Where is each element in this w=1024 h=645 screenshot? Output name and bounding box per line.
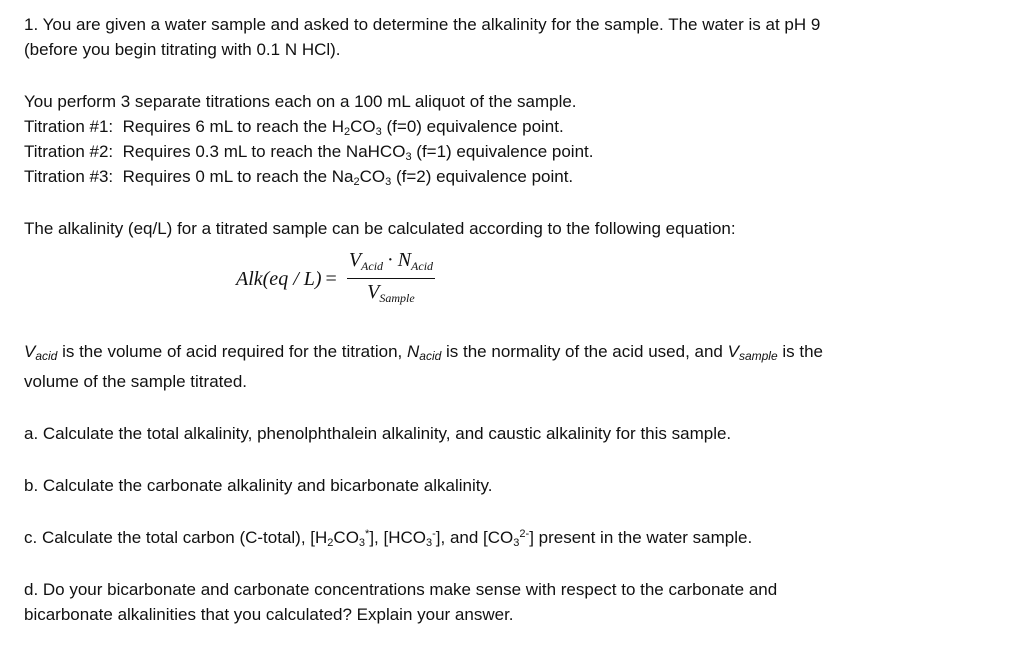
equation-denominator [367, 279, 415, 309]
part-b: b. Calculate the carbonate alkalinity and bicarbonate alkalinity. [24, 476, 493, 495]
subscript: 2 [353, 176, 360, 188]
acid-subscript: Acid [361, 259, 384, 273]
subscript: 3 [358, 537, 366, 549]
formula-part: CO [333, 528, 359, 547]
n-symbol: N [397, 249, 412, 271]
equals-sign: = [325, 267, 337, 290]
subscript: 3 [375, 126, 382, 138]
n-acid-symbol: N [406, 342, 420, 361]
v-symbol: V [367, 281, 380, 303]
problem-intro-line-1 [24, 12, 1004, 37]
v-symbol: V [348, 249, 362, 271]
titration-1-text: Requires 6 mL to reach the H [122, 117, 345, 136]
equation-lhs: Alk(eq / L) [236, 267, 322, 290]
superscript: * [365, 528, 370, 540]
titration-2-label: Titration #2: [24, 142, 114, 161]
v-sample-symbol: V [727, 342, 739, 361]
titration-3 [24, 164, 1004, 189]
subscript: 2 [327, 537, 334, 549]
acid-subscript: acid [35, 349, 58, 363]
equation-numerator [347, 249, 435, 279]
problem-intro-line-2: (before you begin titrating with 0.1 N HCl). [24, 40, 341, 59]
problem-intro-text-1: You are given a water sample and asked to determine the alkalinity for the sample. The water is at pH 9 [42, 15, 821, 34]
titration-3-tail: (f=2) equivalence point. [391, 167, 574, 186]
equation-fraction [347, 249, 435, 309]
definition-text: is the [777, 342, 823, 361]
superscript: 2- [519, 528, 530, 540]
titration-3-label: Titration #3: [24, 167, 114, 186]
variable-definitions-line-2: volume of the sample titrated. [24, 372, 248, 391]
variable-definitions-line-1 [24, 339, 1004, 369]
equation-intro: The alkalinity (eq/L) for a titrated sample can be calculated according to the following equation: [24, 219, 736, 238]
part-c [24, 525, 1004, 550]
titration-2-text: Requires 0.3 mL to reach the NaHCO [122, 142, 406, 161]
subscript: 3 [426, 537, 433, 549]
part-c-text: c. Calculate the total carbon (C-total), [H [24, 528, 328, 547]
titration-2 [24, 139, 1004, 164]
titration-1-label: Titration #1: [24, 117, 114, 136]
sample-subscript: sample [738, 349, 778, 363]
superscript: - [432, 528, 436, 540]
formula-part: CO [359, 167, 386, 186]
alkalinity-equation [24, 241, 1004, 319]
sample-subscript: Sample [379, 291, 415, 305]
part-c-text: ], [HCO [369, 528, 426, 547]
titration-1 [24, 114, 1004, 139]
part-d-line-1: d. Do your bicarbonate and carbonate concentrations make sense with respect to the carbonate and [24, 580, 778, 599]
part-c-text: ], and [CO [435, 528, 514, 547]
formula-part: CO [350, 117, 376, 136]
subscript: 2 [344, 126, 351, 138]
problem-document [24, 12, 1004, 627]
titration-1-tail: (f=0) equivalence point. [381, 117, 564, 136]
subscript: 3 [405, 151, 412, 163]
v-acid-symbol: V [24, 342, 36, 361]
part-a: a. Calculate the total alkalinity, phenolphthalein alkalinity, and caustic alkalinity for this sample. [24, 424, 732, 443]
subscript: 3 [513, 537, 520, 549]
acid-subscript: Acid [411, 259, 434, 273]
titration-2-tail: (f=1) equivalence point. [411, 142, 594, 161]
definition-text: is the volume of acid required for the titration, [57, 342, 407, 361]
definition-text: is the normality of the acid used, and [441, 342, 728, 361]
problem-number: 1. [24, 15, 39, 34]
titration-3-text: Requires 0 mL to reach the Na [122, 167, 354, 186]
titration-setup: You perform 3 separate titrations each on a 100 mL aliquot of the sample. [24, 92, 577, 111]
subscript: 3 [385, 176, 392, 188]
part-d-line-2: bicarbonate alkalinities that you calculated? Explain your answer. [24, 605, 514, 624]
acid-subscript: acid [419, 349, 442, 363]
multiply-dot: · [387, 249, 394, 271]
part-c-text: ] present in the water sample. [529, 528, 753, 547]
